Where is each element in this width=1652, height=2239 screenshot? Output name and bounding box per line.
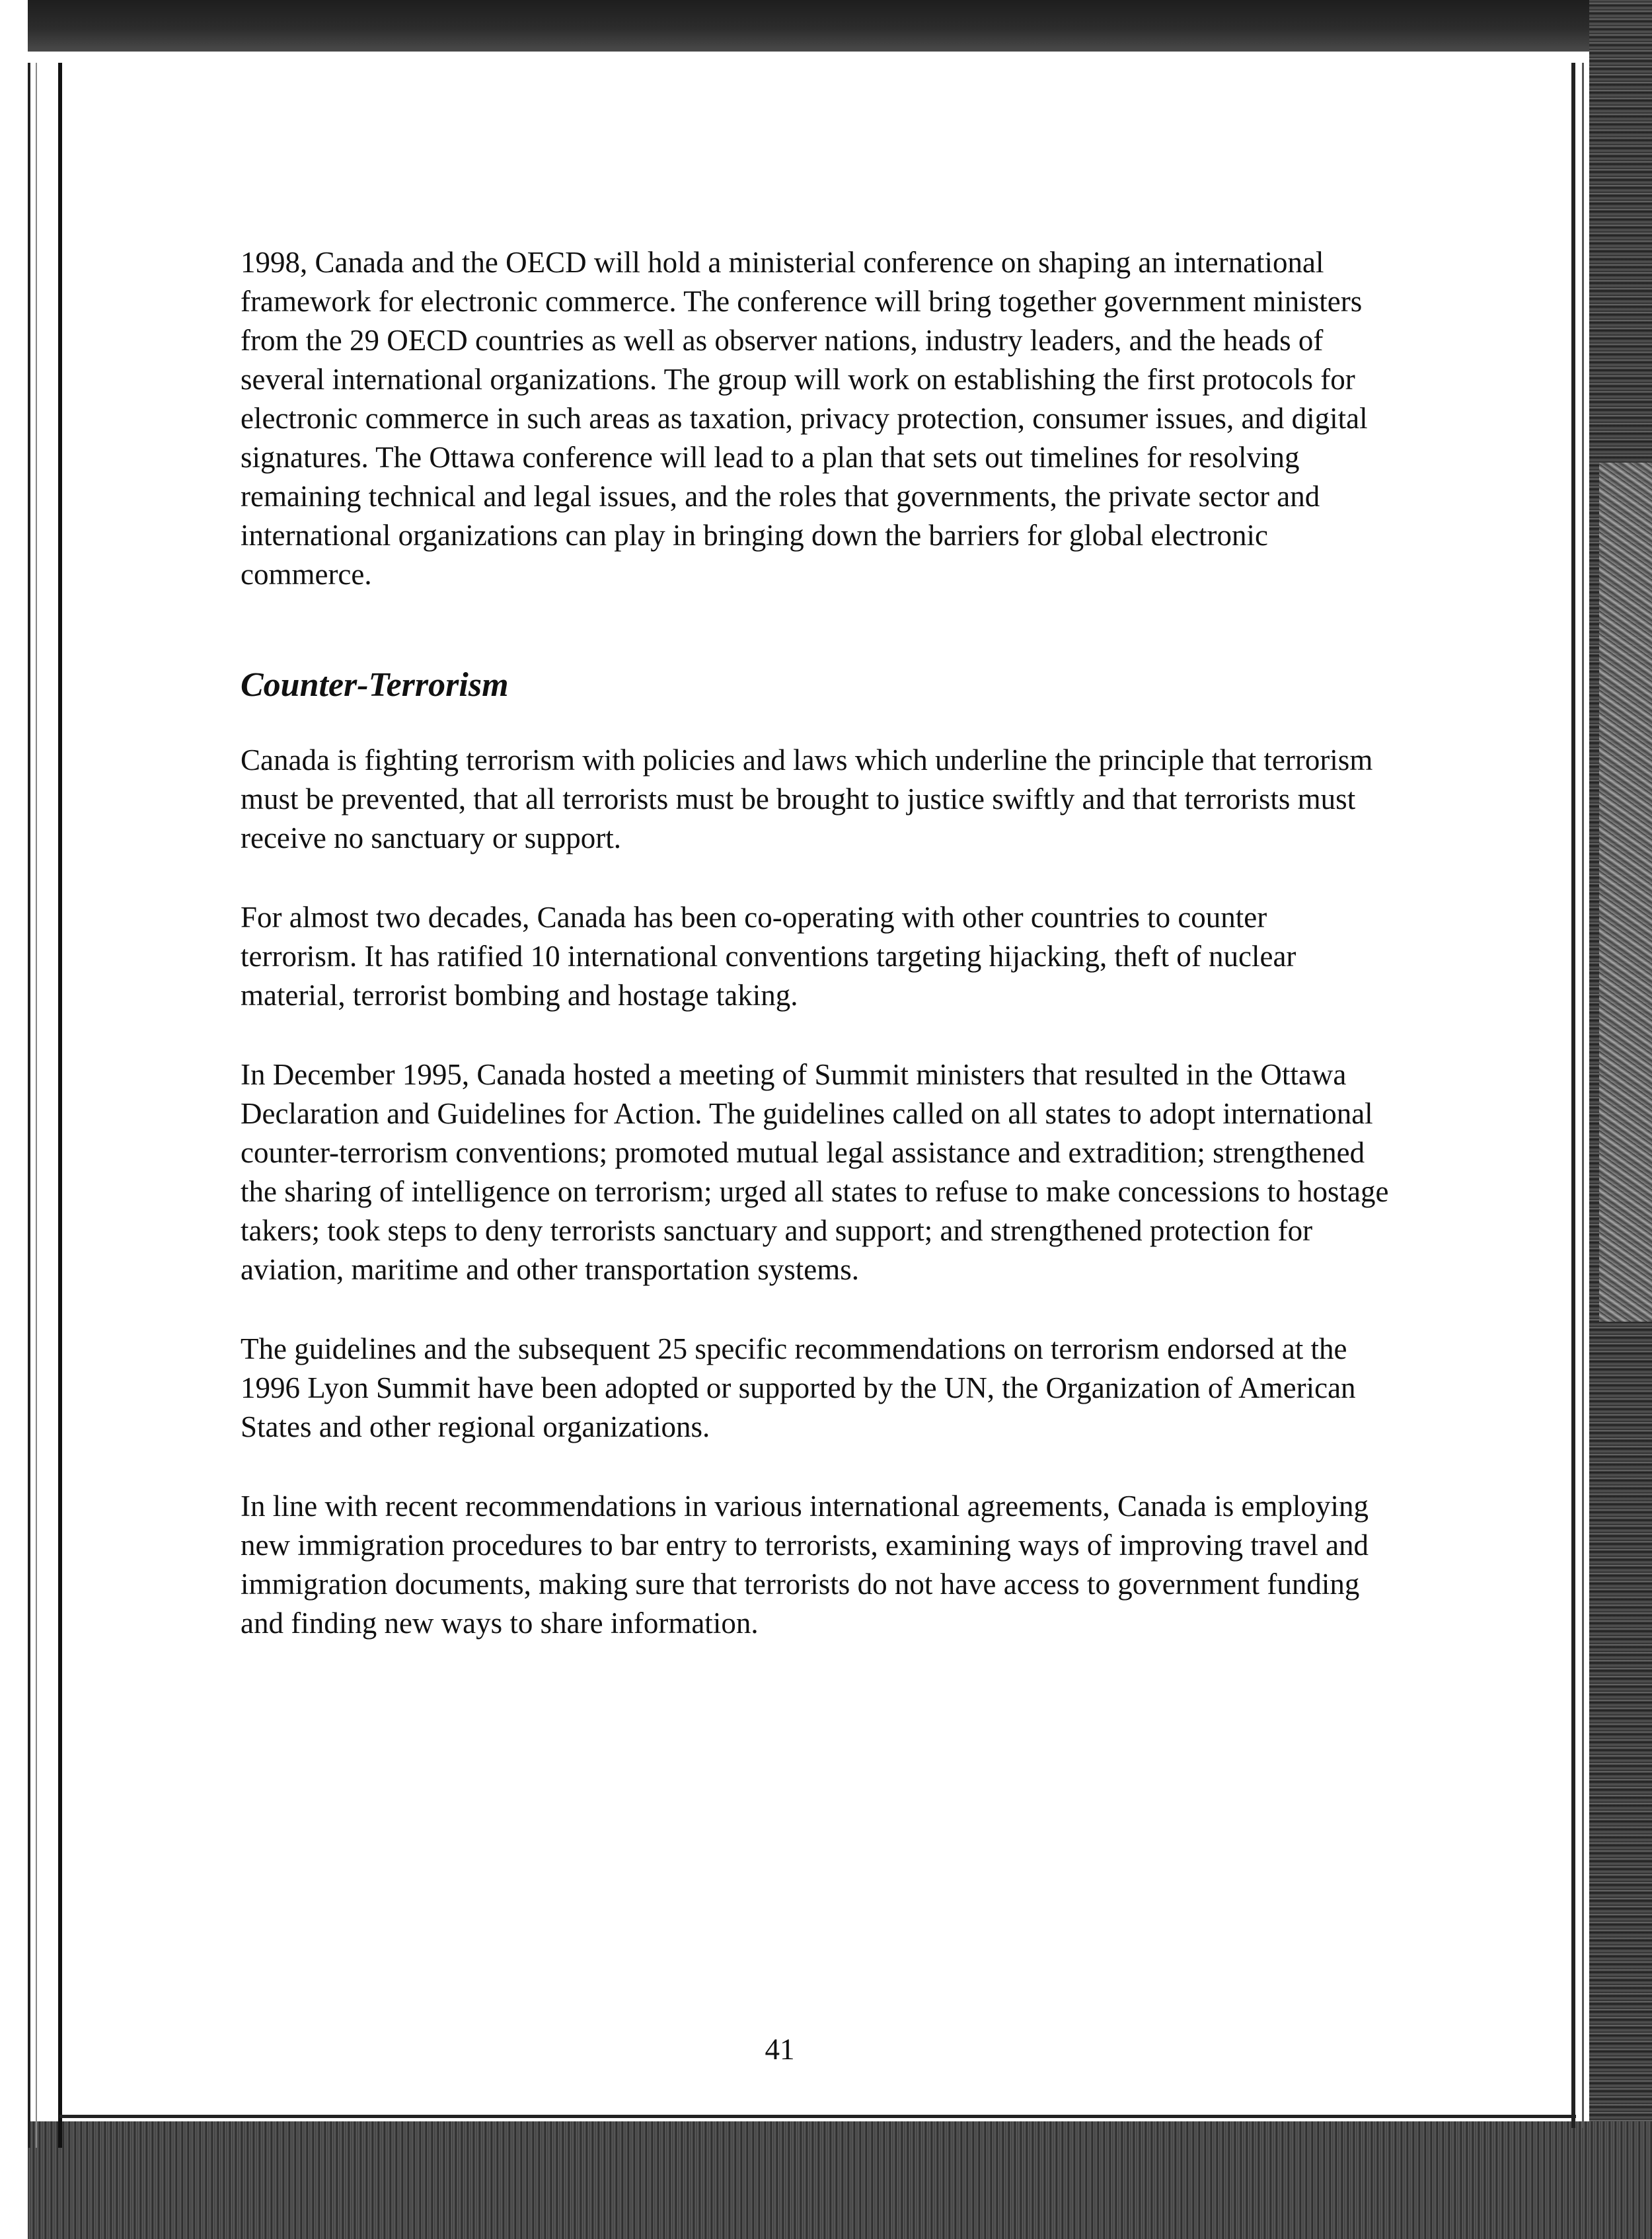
paragraph-lyon-summit: The guidelines and the subsequent 25 specific recommendations on terrorism endorsed at the 1996 Lyon Summit have been adopted or supported by the UN, the Organization of American States and other regional organizations.	[241, 1332, 1356, 1443]
paragraph-ottawa-declaration: In December 1995, Canada hosted a meeting of Summit ministers that resulted in the Ottawa Declaration and Guidelines for Action. The guidelines called on all states to adopt international counter-terrorism conventions; promoted mutual legal assistance and extradition; strengthened the sharing of intelligence on terrorism; urged all states to refuse to make concessions to hostage takers; took steps to deny terrorists sanctuary and support; and strengthened protection for aviation, maritime and other transportation systems.	[241, 1058, 1389, 1286]
binding-rule	[36, 63, 37, 2148]
paragraph-immigration: In line with recent recommendations in various international agreements, Canada is employing new immigration procedures to bar entry to terrorists, examining ways of improving travel and immigration documents, making sure that terrorists do not have access to government funding and finding new ways to share information.	[241, 1490, 1369, 1640]
page-number: 41	[765, 2033, 795, 2066]
page-edge-rule	[1582, 63, 1584, 2128]
paragraph-policy: Canada is fighting terrorism with policies and laws which underline the principle that terrorism must be prevented, that all terrorists must be brought to justice swiftly and that terrorists must receive no sanctuary or support.	[241, 743, 1373, 854]
binding-rule	[58, 63, 62, 2148]
scan-left-margin	[0, 0, 28, 2239]
scan-right-texture	[1599, 463, 1652, 1322]
document-page	[241, 243, 1390, 1643]
scan-bottom-edge	[0, 2121, 1652, 2239]
page-edge-rule	[1571, 63, 1575, 2128]
page-bottom-rule	[59, 2115, 1576, 2118]
section-heading: Counter-Terrorism	[241, 666, 509, 704]
paragraph-ecommerce-conference: 1998, Canada and the OECD will hold a ministerial conference on shaping an international framework for electronic commerce. The conference will bring together government ministers from the 29 OECD countries as well as observer nations, industry leaders, and the heads of several international organizations. The group will work on establishing the first protocols for electronic commerce in such areas as taxation, privacy protection, consumer issues, and digital signatures. The Ottawa conference will lead to a plan that sets out timelines for resolving remaining technical and legal issues, and the roles that governments, the private sector and international organizations can play in bringing down the barriers for global electronic commerce.	[241, 246, 1368, 591]
binding-rule	[28, 63, 30, 2148]
scan-top-edge	[0, 0, 1652, 52]
paragraph-cooperation: For almost two decades, Canada has been co-operating with other countries to counter terrorism. It has ratified 10 international conventions targeting hijacking, theft of nuclear material, terrorist bombing and hostage taking.	[241, 901, 1296, 1012]
